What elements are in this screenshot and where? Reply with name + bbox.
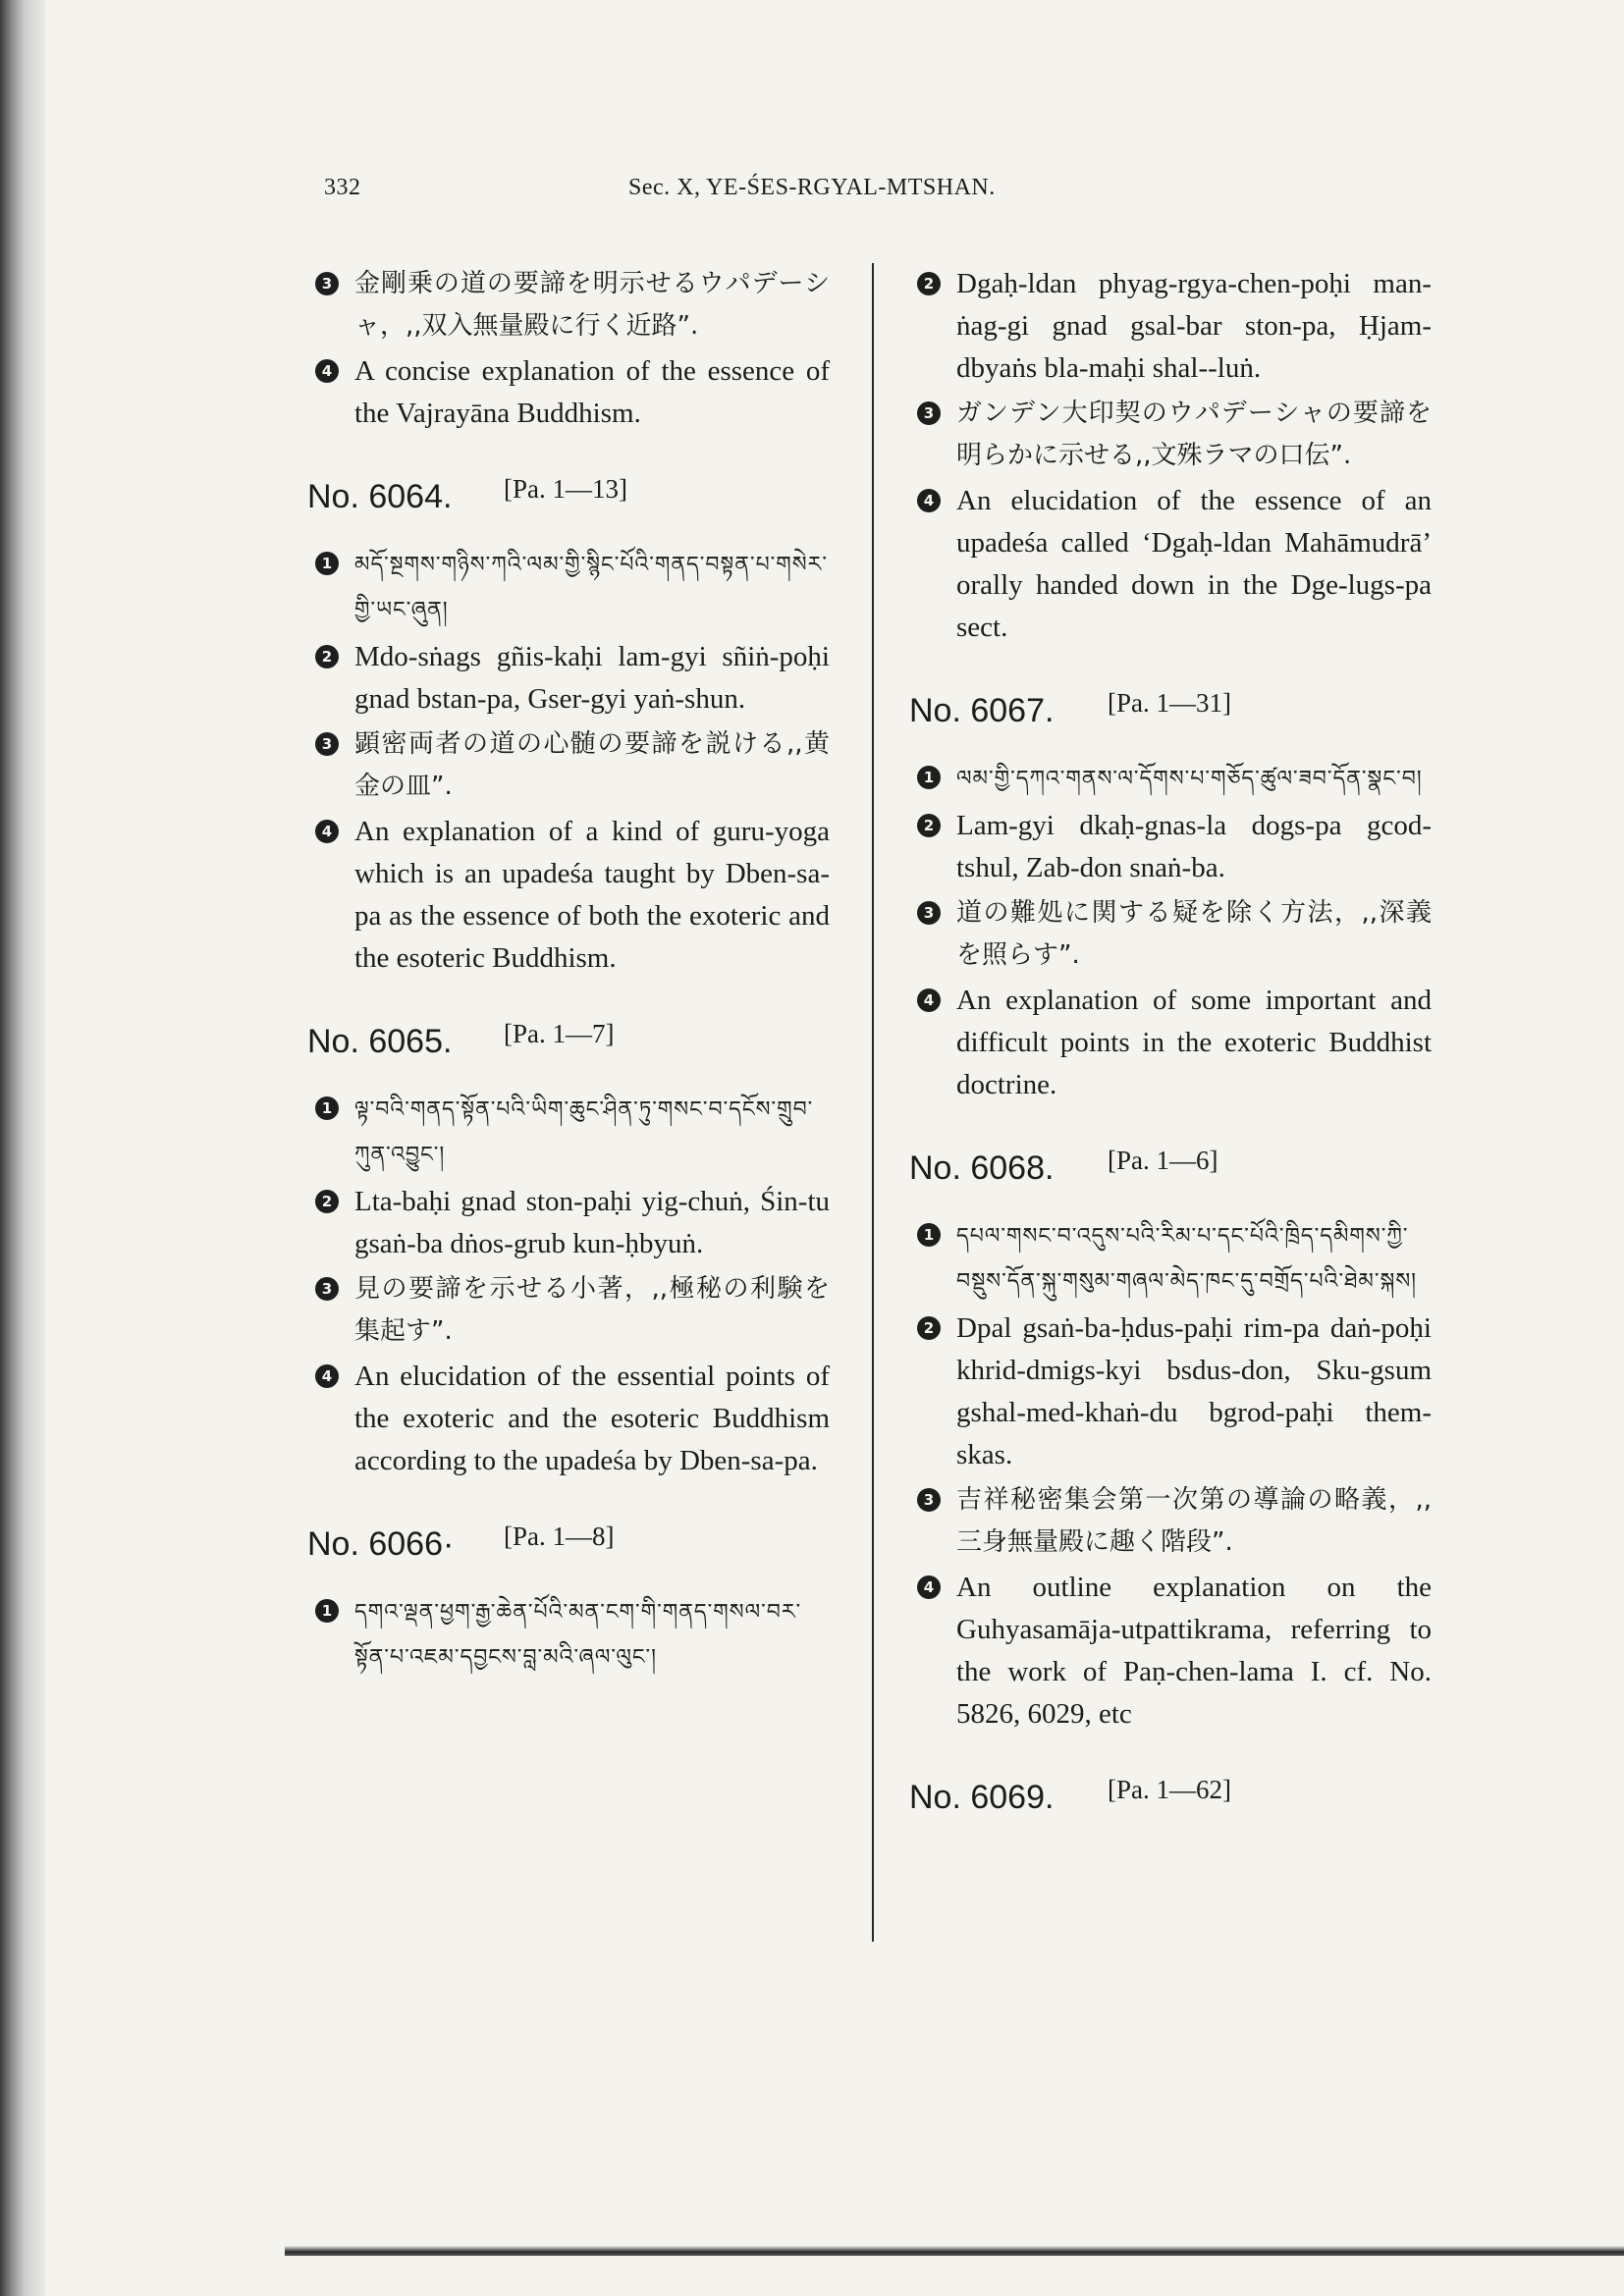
entry-number: No. 6068. xyxy=(909,1149,1055,1187)
entry-number: No. 6064. xyxy=(307,478,453,515)
entry-6064-tibetan: 1 མདོ་སྔགས་གཉིས་ཀའི་ལམ་གྱི་སྙིང་པོའི་གནད་བསྟན་པ་གསེར་གྱི་ཡང་ཞུན། xyxy=(299,543,830,633)
entry-6064-english: 4 An explanation of a kind of guru-yoga which is an upadeśa taught by Dben-sa-pa as the essence of both the exoteric and the esoteric Buddhism. xyxy=(299,811,830,980)
entry-6069-heading xyxy=(901,1769,1432,1822)
entry-6064-romanized: 2 Mdo-sṅags gñis-kaḥi lam-gyi sñiṅ-poḥi gnad bstan-pa, Gser-gyi yaṅ-shun. xyxy=(299,636,830,721)
marker-4-icon: 4 xyxy=(315,359,339,383)
entry-reference: [Pa. 1—62] xyxy=(1108,1775,1231,1804)
entry-6065-english: 4 An elucidation of the essential points of the exoteric and the esoteric Buddhism according to the upadeśa by Dben-sa-pa. xyxy=(299,1356,830,1482)
entry-reference: [Pa. 1—31] xyxy=(1108,688,1231,718)
entry-6067-romanized: 2 Lam-gyi dkaḥ-gnas-la dogs-pa gcod-tshul, Zab-don snaṅ-ba. xyxy=(901,805,1432,889)
book-binding-shadow xyxy=(0,0,45,2296)
marker-4-icon: 4 xyxy=(315,820,339,843)
entry-6067-japanese: 3 道の難処に関する疑を除く方法，,,深義を照らす”. xyxy=(901,892,1432,977)
marker-1-icon: 1 xyxy=(917,1223,941,1247)
marker-2-icon: 2 xyxy=(917,272,941,295)
marker-4-icon: 4 xyxy=(315,1364,339,1388)
entry-6065-japanese: 3 見の要諦を示せる小著，,,極秘の利験を集起す”. xyxy=(299,1268,830,1353)
page-number: 332 xyxy=(324,175,361,200)
marker-2-icon: 2 xyxy=(917,814,941,837)
left-column xyxy=(299,263,830,1683)
marker-3-icon: 3 xyxy=(917,401,941,425)
entry-6065-heading xyxy=(299,1013,830,1066)
entry-reference: [Pa. 1—13] xyxy=(504,474,627,504)
entry-6063-english: 4 A concise explanation of the essence of the Vajrayāna Buddhism. xyxy=(299,350,830,435)
entry-6063-japanese: 3 金剛乗の道の要諦を明示せるウパデーシャ，,,双入無量殿に行く近路”. xyxy=(299,263,830,347)
entry-6068-romanized: 2 Dpal gsaṅ-ba-ḥdus-paḥi rim-pa daṅ-poḥi khrid-dmigs-kyi bsdus-don, Sku-gsum gshal-med-khaṅ-du bgrod-paḥi them-skas. xyxy=(901,1308,1432,1476)
entry-6066-tibetan: 1 དགའ་ལྡན་ཕྱག་རྒྱ་ཆེན་པོའི་མན་ངག་གི་གནད་གསལ་བར་སྟོན་པ་འཇམ་དབྱངས་བླ་མའི་ཞལ་ལུང་། xyxy=(299,1590,830,1681)
marker-2-icon: 2 xyxy=(315,645,339,668)
entry-6066-english: 4 An elucidation of the essence of an upadeśa called ‘Dgaḥ-ldan Mahāmudrā’ orally handed down in the Dge-lugs-pa sect. xyxy=(901,480,1432,649)
entry-number: No. 6067. xyxy=(909,692,1055,729)
marker-4-icon: 4 xyxy=(917,489,941,512)
marker-1-icon: 1 xyxy=(315,1096,339,1120)
entry-6067-tibetan: 1 ལམ་གྱི་དཀའ་གནས་ལ་དོགས་པ་གཅོད་ཚུལ་ཟབ་དོན་སྣང་བ། xyxy=(901,757,1432,802)
column-divider xyxy=(872,263,874,1942)
entry-6068-tibetan: 1 དཔལ་གསང་བ་འདུས་པའི་རིམ་པ་དང་པོའི་ཁྲིད་དམིགས་ཀྱི་བསྡུས་དོན་སྐུ་གསུམ་གཞལ་མེད་ཁང་དུ་བགྲོད་པའི་ཐེམ་སྐས། xyxy=(901,1214,1432,1305)
entry-6068-japanese: 3 吉祥秘密集会第一次第の導論の略義，,,三身無量殿に趣く階段”. xyxy=(901,1479,1432,1564)
entry-number: No. 6066· xyxy=(307,1525,455,1563)
entry-6067-english: 4 An explanation of some important and difficult points in the exoteric Buddhist doctrine. xyxy=(901,980,1432,1106)
entry-6068-heading xyxy=(901,1140,1432,1193)
marker-1-icon: 1 xyxy=(917,766,941,789)
entry-6067-heading xyxy=(901,682,1432,735)
entry-6064-heading xyxy=(299,468,830,521)
marker-4-icon: 4 xyxy=(917,988,941,1012)
marker-3-icon: 3 xyxy=(917,901,941,925)
entry-reference: [Pa. 1—6] xyxy=(1108,1146,1218,1175)
entry-6066-japanese: 3 ガンデン大印契のウパデーシャの要諦を明らかに示せる,,文殊ラマの口伝”. xyxy=(901,393,1432,477)
marker-3-icon: 3 xyxy=(315,1277,339,1301)
marker-2-icon: 2 xyxy=(917,1316,941,1340)
marker-2-icon: 2 xyxy=(315,1190,339,1213)
entry-6066-romanized: 2 Dgaḥ-ldan phyag-rgya-chen-poḥi man-ṅag-gi gnad gsal-bar ston-pa, Ḥjam-dbyaṅs bla-maḥi shal--luṅ. xyxy=(901,263,1432,390)
entry-6066-heading xyxy=(299,1516,830,1569)
entry-6065-romanized: 2 Lta-baḥi gnad ston-paḥi yig-chuṅ, Śin-tu gsaṅ-ba dṅos-grub kun-ḥbyuṅ. xyxy=(299,1181,830,1265)
page-edge-shadow xyxy=(285,2246,1624,2256)
entry-reference: [Pa. 1—8] xyxy=(504,1522,615,1551)
entry-6068-english: 4 An outline explanation on the Guhyasamāja-utpattikrama, referring to the work of Paṇ-chen-lama I. cf. No. 5826, 6029, etc xyxy=(901,1567,1432,1735)
marker-3-icon: 3 xyxy=(315,732,339,756)
right-column xyxy=(901,263,1432,1843)
entry-number: No. 6065. xyxy=(307,1023,453,1060)
entry-reference: [Pa. 1—7] xyxy=(504,1019,615,1048)
running-title: Sec. X, YE-ŚES-RGYAL-MTSHAN. xyxy=(628,175,996,200)
entry-6065-tibetan: 1 ལྟ་བའི་གནད་སྟོན་པའི་ཡིག་ཆུང་ཤིན་ཏུ་གསང་བ་དངོས་གྲུབ་ཀུན་འབྱུང་། xyxy=(299,1088,830,1178)
marker-1-icon: 1 xyxy=(315,1599,339,1623)
entry-6064-japanese: 3 顕密両者の道の心髄の要諦を説ける,,黄金の皿”. xyxy=(299,723,830,808)
entry-number: No. 6069. xyxy=(909,1779,1055,1816)
marker-3-icon: 3 xyxy=(917,1488,941,1512)
marker-4-icon: 4 xyxy=(917,1575,941,1599)
marker-3-icon: 3 xyxy=(315,272,339,295)
marker-1-icon: 1 xyxy=(315,552,339,575)
page-header xyxy=(324,175,1316,214)
